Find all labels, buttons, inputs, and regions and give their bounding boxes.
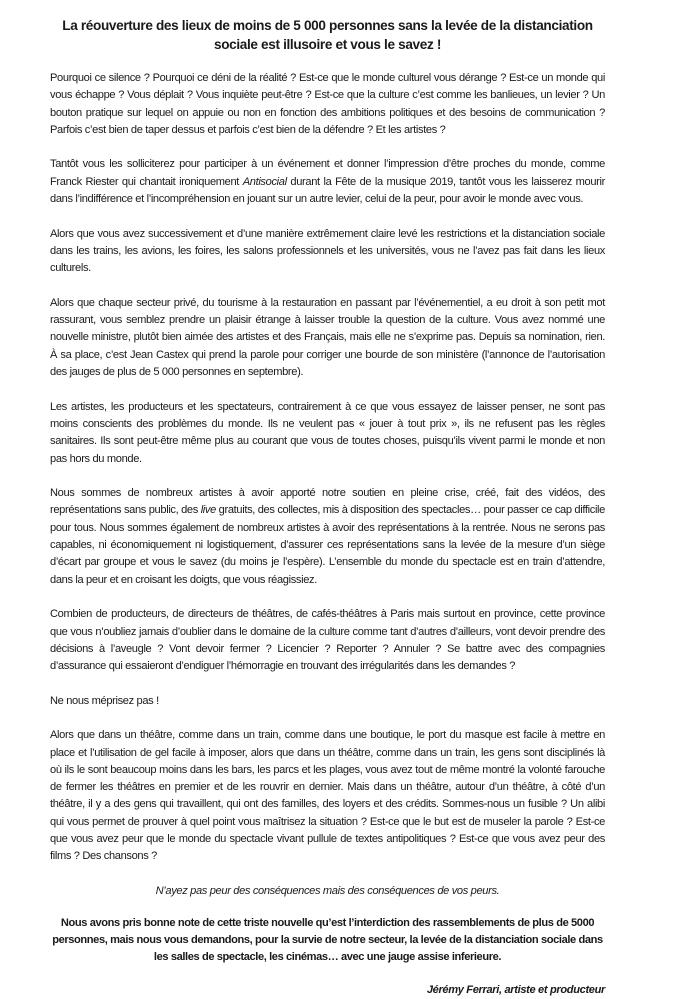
paragraph-6-text-b: gratuits, des collectes, mis à disposition des spectacles… pour passer ce cap difficile pour tous. Nous sommes également de nombreux artistes à avoir des représentations à la rentrée. Nous ne serons pas capables, ni économiquement ni logistiquement, d’assurer ces représentations sans la levée de la mesure d’un siège d’écart par groupe et vous le savez (du moins je l’espère). L’ensemble du monde du spectacle est en train d’attendre, dans la peur et en croisant les doigts, que vous réagissiez. [50,504,605,586]
signature: Jérémy Ferrari, artiste et producteur [426,983,605,996]
paragraph-2 [50,156,605,208]
quote: N’ayez pas peur des conséquences mais des conséquences de vos peurs. [155,884,500,897]
document-title: La réouverture des lieux de moins de 5 000 personnes sans la levée de la distanciation sociale est illusoire et vous le savez ! [62,18,593,52]
paragraph-8: Ne nous méprisez pas ! [50,694,159,707]
italic-live: live [200,504,216,517]
paragraph-6-text-a: Nous sommes de nombreux artistes à avoir apporté notre soutien en pleine crise, créé, fait des vidéos, des représentations sans public, des [50,487,605,517]
paragraph-1: Pourquoi ce silence ? Pourquoi ce déni de la réalité ? Est-ce que le monde culturel vous dérange ? Est-ce un monde qui vous échappe ? Vous déplait ? Vous inquiète peut-être ? Est-ce que la culture c’est comme les banlieues, un levier ? Un bouton pratique sur lequel on appuie ou non en fonction des ambitions politiques et des besoins de communication ? Parfois c’est bien de taper dessus et parfois c’est bien de la défendre ? Et les artistes ? [50,72,605,136]
paragraph-5: Les artistes, les producteurs et les spectateurs, contrairement à ce que vous essayez de laisser penser, ne sont pas moins conscients des problèmes du monde. Ils ne veulent pas « jouer à tout prix », ils ne refusent pas les règles sanitaires. Ils sont peut-être même plus au courant que vous de toutes choses, puisqu’ils vivent parmi le monde et non pas hors du monde. [50,400,605,465]
paragraph-2-text-b: durant la Fête de la musique 2019, tantôt vous les laisserez mourir dans l’indifférence et l’incompréhension en jouant sur un autre levier, celui de la peur, pour avoir le monde avec vous. [50,175,605,206]
paragraph-6 [50,485,605,589]
paragraph-3: Alors que vous avez successivement et d’une manière extrêmement claire levé les restrictions et la distanciation sociale dans les trains, les avions, les foires, les salons professionnels et les universités, vous ne l’avez pas fait dans les lieux culturels. [50,227,605,275]
paragraph-9: Alors que dans un théâtre, comme dans un train, comme dans une boutique, le port du masque est facile à mettre en place et l’utilisation de gel facile à imposer, alors que dans un théâtre, comme dans un train, les gens sont disciplinés là où ils le sont beaucoup moins dans les bars, les parcs et les plages, vous avez tout de même montré la volonté farouche de fermer les théâtres en premier et de les rouvrir en dernier. Mais dans un théâtre, autour d’un théâtre, à côté d’un théâtre, il y a des gens qui travaillent, qui ont des familles, des loyers et des crédits. Sommes-nous un fusible ? Un alibi qui vous permet de prouver à quel point vous maîtrisez la situation ? Est-ce que le but est de museler la parole ? Est-ce que vous avez peur que le monde du spectacle vivant pullule de textes antipolitiques ? Est-ce que vous avez peur des films ? Des chansons ? [50,729,605,863]
paragraph-2-text-a: Tantôt vous les solliciterez pour participer à un événement et donner l’impression d’être proches du monde, comme Franck Riester qui chantait ironiquement [50,158,605,188]
paragraph-7: Combien de producteurs, de directeurs de théâtres, de cafés-théâtres à Paris mais surtout en province, cette province que vous n’oubliez jamais d’oublier dans le domaine de la culture comme tant d’autres d’ailleurs, vont devoir prendre des décisions à l’aveugle ? Vont devoir fermer ? Licencier ? Reporter ? Annuler ? Se battre avec des compagnies d’assurance qui essaieront d’endiguer l’hémorragie en trouvant des irrégularités dans les demandes ? [50,608,605,673]
song-title-antisocial: Antisocial [242,175,287,188]
conclusion: Nous avons pris bonne note de cette triste nouvelle qu’est l’interdiction des rassemblements de plus de 5000 personnes, mais nous vous demandons, pour la survie de notre secteur, la levée de la distanciation sociale dans les salles de spectacle, les cinémas… avec une jauge assise inferieure. [52,916,603,963]
paragraph-4: Alors que chaque secteur privé, du tourisme à la restauration en passant par l’événementiel, a eu droit à son petit mot rassurant, vous semblez prendre un plaisir étrange à laisser trouble la question de la culture. Vous avez nommé une nouvelle ministre, plutôt bien aimée des artistes et des Français, mais elle ne s’exprime pas. Depuis sa nomination, rien. À sa place, c’est Jean Castex qui prend la parole pour corriger une bourde de son ministère (l’annonce de l’autorisation des jauges de plus de 5 000 personnes en septembre). [50,296,605,379]
